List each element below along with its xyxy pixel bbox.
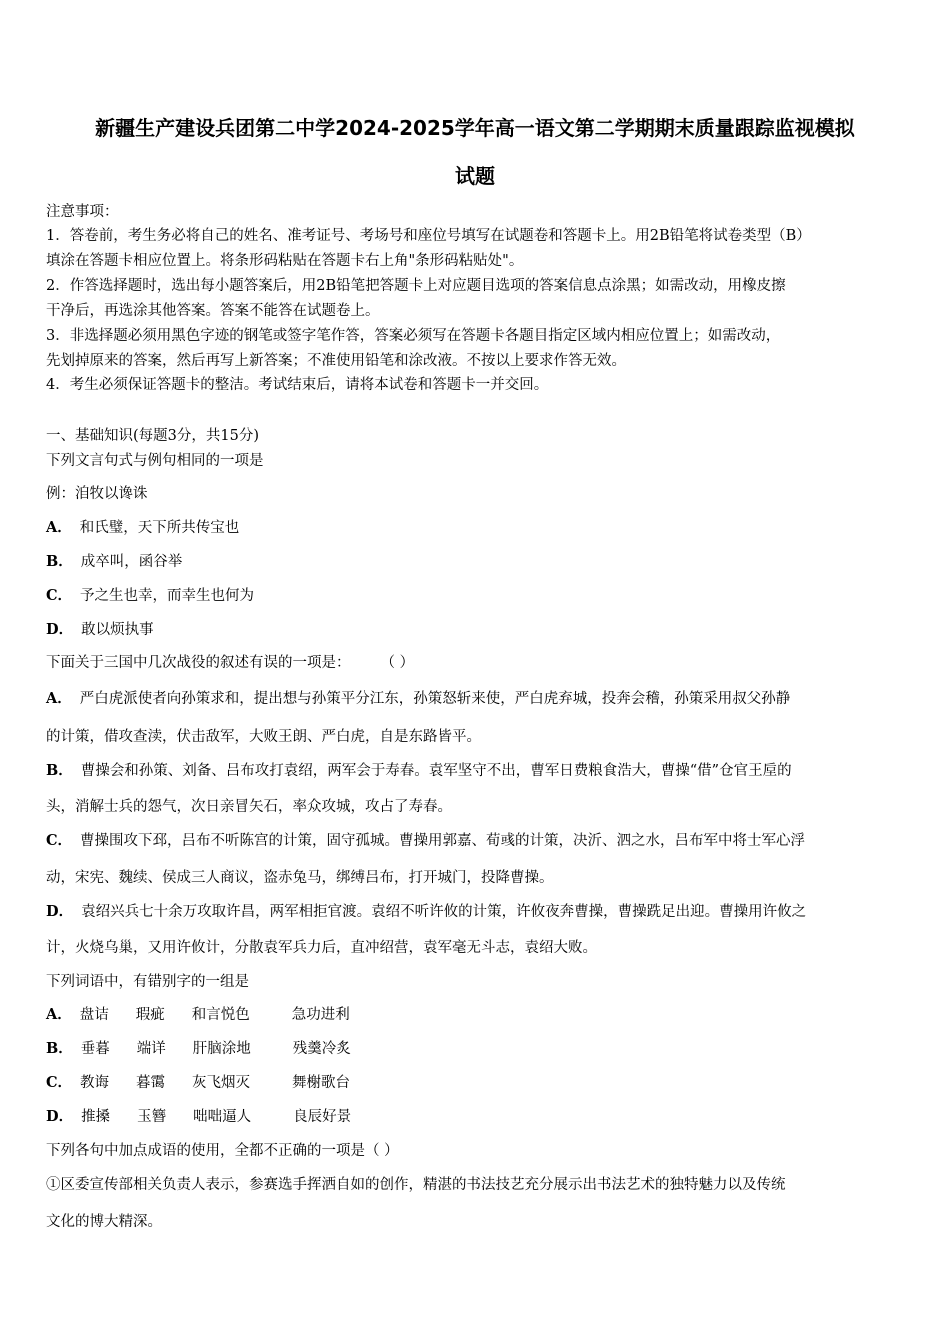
page-title: 新疆生产建设兵团第二中学2024-2025学年高一语文第二学期期末质量跟踪监视模拟 [95,116,855,140]
word: 灰飞烟灭 [192,1075,251,1091]
question-1-stem: 下列文言句式与例句相同的一项是 [46,453,264,469]
question-3-stem: 下列词语中，有错别字的一组是 [46,974,249,990]
word: 盘诘 [79,1007,109,1023]
option-text: 敢以烦执事 [81,622,154,638]
word: 垂暮 [80,1041,110,1057]
option-label: D． [46,621,74,638]
option-label: C． [46,832,73,849]
section-heading: 一、基础知识(每题3分，共15分) [46,428,259,444]
option-label: C． [46,1074,73,1091]
option-text: 成卒叫，函谷举 [80,554,183,570]
option-text: 袁绍兴兵七十余万攻取许昌，两军相拒官渡。袁绍不听许攸的计策，许攸夜奔曹操，曹操跣足出迎。曹操用许攸之 [81,904,807,920]
question-4-sentence-1-cont: 文化的博大精深。 [46,1214,162,1230]
word: 良辰好景 [293,1109,352,1125]
question-3-option-b [46,1038,906,1060]
question-1-option-c [46,585,906,607]
option-label: A． [46,1006,72,1023]
option-label: C． [46,587,73,604]
notice-item-1: 1．答卷前，考生务必将自己的姓名、准考证号、考场号和座位号填写在试题卷和答题卡上。用2B铅笔将试卷类型（B） [46,228,811,244]
word: 端详 [136,1041,166,1057]
question-1-option-b [46,551,906,573]
question-3-option-a [46,1004,906,1026]
notice-item-4: 4．考生必须保证答题卡的整洁。考试结束后，请将本试卷和答题卡一并交回。 [46,377,549,393]
question-3-option-d [46,1106,906,1128]
option-label: D． [46,1108,74,1125]
word: 瑕疵 [135,1007,165,1023]
word: 教诲 [80,1075,110,1091]
word: 推搡 [81,1109,111,1125]
notice-item-2-cont: 干净后，再选涂其他答案。答案不能答在试题卷上。 [46,303,380,319]
option-label: A． [46,519,72,536]
word: 玉簪 [137,1109,167,1125]
question-2-option-d [46,901,906,923]
option-label: B． [46,553,73,570]
word: 咄咄逼人 [193,1109,252,1125]
option-text: 曹操围攻下邳，吕布不听陈宫的计策，固守孤城。曹操用郭嘉、荀彧的计策，决沂、泗之水，吕布军中将士军心浮 [80,833,806,849]
option-text: 曹操会和孙策、刘备、吕布攻打袁绍，两军会于寿春。袁军坚守不出，曹军日费粮食浩大，曹操“借”仓官王垕的 [80,763,792,779]
option-text: 予之生也幸，而幸生也何为 [80,588,255,604]
notice-heading: 注意事项： [46,204,119,220]
word: 急功进利 [291,1007,350,1023]
question-1-example: 例：洎牧以谗诛 [46,486,148,502]
question-3-option-c [46,1072,906,1094]
question-2-option-d-cont: 计，火烧乌巢，又用许攸计，分散袁军兵力后，直冲绍营，袁军毫无斗志，袁绍大败。 [46,940,597,956]
notice-item-2: 2．作答选择题时，选出每小题答案后，用2B铅笔把答题卡上对应题目选项的答案信息点涂黑；如需改动，用橡皮擦 [46,278,786,294]
question-2-stem [46,652,906,674]
notice-item-3-cont: 先划掉原来的答案，然后再写上新答案；不准使用铅笔和涂改液。不按以上要求作答无效。 [46,353,626,369]
answer-paren: （ ） [380,655,415,671]
question-1-option-d [46,619,906,641]
question-4-sentence-1: ①区委宣传部相关负责人表示，参赛选手挥洒自如的创作，精湛的书法技艺充分展示出书法艺术的独特魅力以及传统 [46,1177,786,1193]
notice-item-1-cont: 填涂在答题卡相应位置上。将条形码粘贴在答题卡右上角"条形码粘贴处"。 [46,253,524,269]
question-2-option-c [46,830,906,852]
question-2-option-b [46,760,906,782]
question-1-option-a [46,517,906,539]
notice-item-3: 3．非选择题必须用黑色字迹的钢笔或签字笔作答，答案必须写在答题卡各题目指定区域内相应位置上；如需改动， [46,328,781,344]
question-2-option-b-cont: 头，消解士兵的怨气，次日亲冒矢石，率众攻城，攻占了寿春。 [46,799,452,815]
option-label: B． [46,762,73,779]
option-text: 和氏璧，天下所共传宝也 [79,520,240,536]
option-label: A． [46,690,72,707]
page-title-line2: 试题 [455,164,495,188]
option-text: 严白虎派使者向孙策求和，提出想与孙策平分江东，孙策怒斩来使，严白虎弃城，投奔会稽，孙策采用叔父孙静 [79,691,791,707]
word: 肝脑涂地 [192,1041,251,1057]
stem-text: 下面关于三国中几次战役的叙述有误的一项是： [46,655,351,671]
question-2-option-c-cont: 动，宋宪、魏续、侯成三人商议，盗赤兔马，绑缚吕布，打开城门，投降曹操。 [46,870,554,886]
question-4-stem: 下列各句中加点成语的使用，全都不正确的一项是（ ） [46,1143,399,1159]
question-2-option-a [46,688,906,710]
word: 暮霭 [136,1075,166,1091]
question-2-option-a-cont: 的计策，借攻查渎，伏击敌军，大败王朗、严白虎，自是东路皆平。 [46,729,481,745]
option-label: D． [46,903,74,920]
word: 残羹冷炙 [292,1041,351,1057]
word: 舞榭歌台 [292,1075,351,1091]
option-label: B． [46,1040,73,1057]
word: 和言悦色 [191,1007,250,1023]
